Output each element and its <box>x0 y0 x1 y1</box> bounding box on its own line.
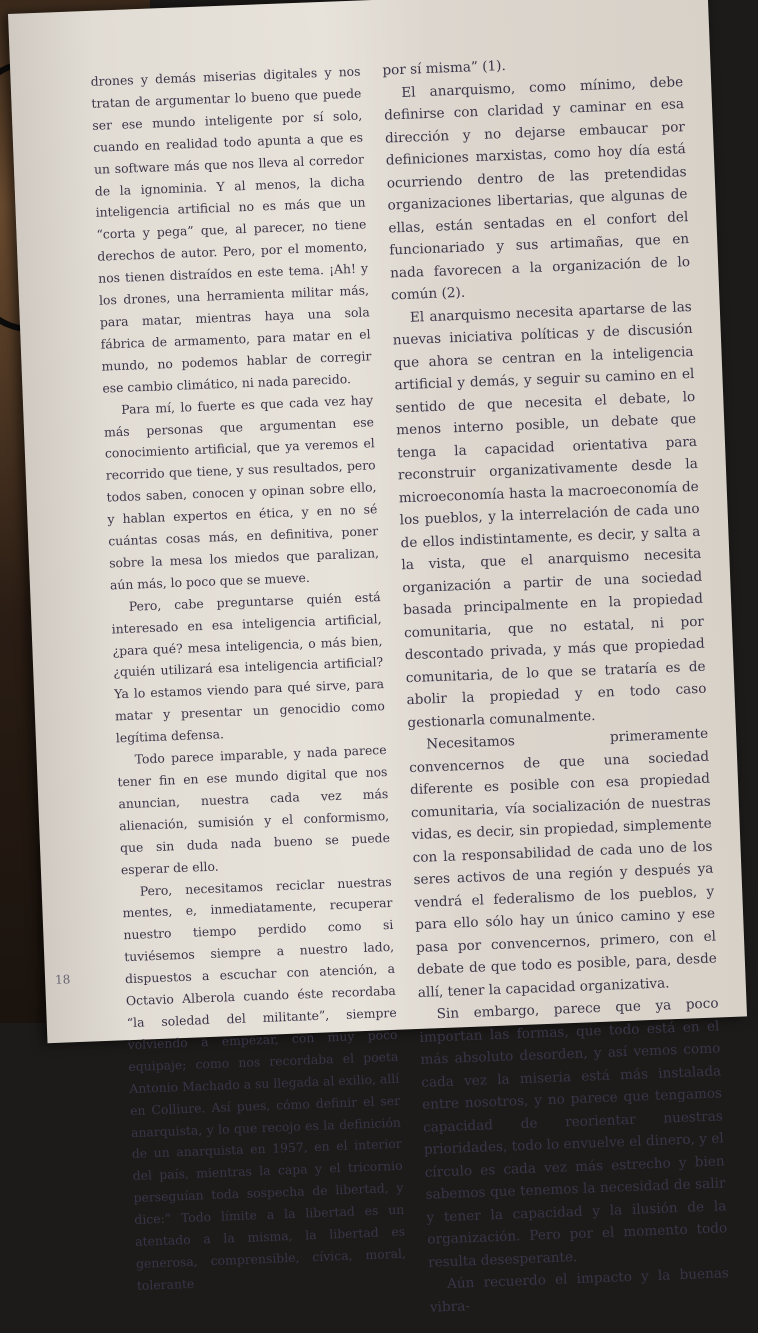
book-page <box>8 0 747 1316</box>
paragraph: por sí misma” (1). <box>382 57 507 79</box>
paragraph: Pero, cabe preguntarse quién está interesado en esa inteligencia artificial, ¿para qué? mesa inteligencia, o más bien, ¿quién utilizará esa inteligencia artificial? Ya lo estamos viendo para qué sirve, para matar y presentar un genocidio como legítima defensa. <box>111 588 386 746</box>
page-number: 18 <box>54 972 71 987</box>
right-column <box>382 48 730 1319</box>
paragraph: Para mí, lo fuerte es que cada vez hay más personas que argumentan ese conocimiento artificial, que ya veremos el recorrido que tiene, y sus resultados, pero todos saben, conocen y opinan sobre ello, y hablan expertos en ética, y en no sé cuántas cosas más, en definitiva, poner sobre la mesa los miedos que paralizan, aún más, lo poco que se mueve. <box>103 391 380 593</box>
paragraph: Aún recuerdo el impacto y la buenas vibra- <box>429 1265 730 1316</box>
paragraph: Pero, necesitamos reciclar nuestras mentes, e, inmediatamente, recuperar nuestro tiempo perdido como si tuviésemos siempre a nuestro lado, dispuestos a escuchar con atención, a Octavio Alberola cuando éste recordaba “la soledad del militante”, siempre volviendo a empezar, con muy poco equipaje; como nos recordaba el poeta Antonio Machado a su llegada al exilio, allí en Colliure. Así pues, cómo definir el ser anarquista, y lo que recojo es la definición de un anarquista en 1957, en el interior del país, mientras la capa y el tricornio perseguían toda sospecha de libertad, y dice:” Todo límite a la libertad es un atentado a la misma, la libertad es generosa, comprensible, cívica, moral, tolerante <box>122 873 407 1293</box>
paragraph: Necesitamos primeramente convencernos de que una sociedad diferente es posible con esa propiedad comunitaria, vía socialización de nuestras vidas, es decir, sin propiedad, simplemente con la responsabilidad de cada uno de los seres activos de una región y después ya vendrá el federalismo de los pueblos, y para ello sólo hay un único camino y ese pasa por convencernos, primero, con el debate de que todo es posible, para, desde allí, tener la capacidad organizativa. <box>408 725 718 1001</box>
paragraph: drones y demás miserias digitales y nos tratan de argumentar lo bueno que puede ser ese mundo inteligente por sí solo, cuando en realidad todo apunta a que es un software más que nos lleva al corredor de la ignominia. Y al menos, la dicha inteligencia artificial no es más que un “corta y pega” que, al parecer, no tiene derechos de autor. Pero, por el momento, nos tienen distraídos en este tema. ¡Ah! y los drones, una herramienta militar más, para matar, mientras haya una sola fábrica de armamento, para matar en el mundo, no podemos hablar de corregir ese cambio climático, ni nada parecido. <box>90 63 372 396</box>
paragraph: El anarquismo necesita apartarse de las nuevas iniciativa políticas y de discusión que ahora se centran en la inteligencia artificial y demás, y seguir su camino en el sentido de que necesita el debate, lo menos interno posible, un debate que tenga la capacidad orientativa para reconstruir organizativamente desde la microeconomía hasta la macroeconomía de los pueblos, y la interrelación de cada uno de ellos indistintamente, es decir, y salta a la vista, que el anarquismo necesita organización a partir de una sociedad basada principalmente en la propiedad comunitaria, que no estatal, ni por descontado privada, y más que propiedad comunitaria, de lo que se trataría es de abolir la propiedad y en todo caso gestionarla comunalmente. <box>392 298 707 731</box>
paragraph: El anarquismo, como mínimo, debe definirse con claridad y caminar en esa dirección y no dejarse embaucar por definiciones marxistas, como hoy día está ocurriendo dentro de las pretendidas organizaciones libertarias, que algunas de ellas, están sentadas en el confort del funcionariado y sus artimañas, que en nada favorecen a la organización de lo común (2). <box>383 73 691 304</box>
paragraph: Sin embargo, parece que ya poco importan las formas, que todo está en el más absoluto desorden, y así vemos como cada vez la miseria está más instalada entre nosotros, y no parece que tengamos capacidad de reorientar nuestras prioridades, todo lo envuelve el dinero, y el círculo es cada vez más estrecho y bien sabemos que tenemos la necesidad de salir y tener la capacidad y la ilusión de la organización. Pero por el momento todo resulta desesperante. <box>419 995 728 1271</box>
left-column <box>90 61 407 1297</box>
paragraph: Todo parece imparable, y nada parece tener fin en ese mundo digital que nos anuncian, nuestra cada vez más alienación, sumisión y el conformismo, que sin duda nada bueno se puede esperar de ello. <box>117 742 391 877</box>
